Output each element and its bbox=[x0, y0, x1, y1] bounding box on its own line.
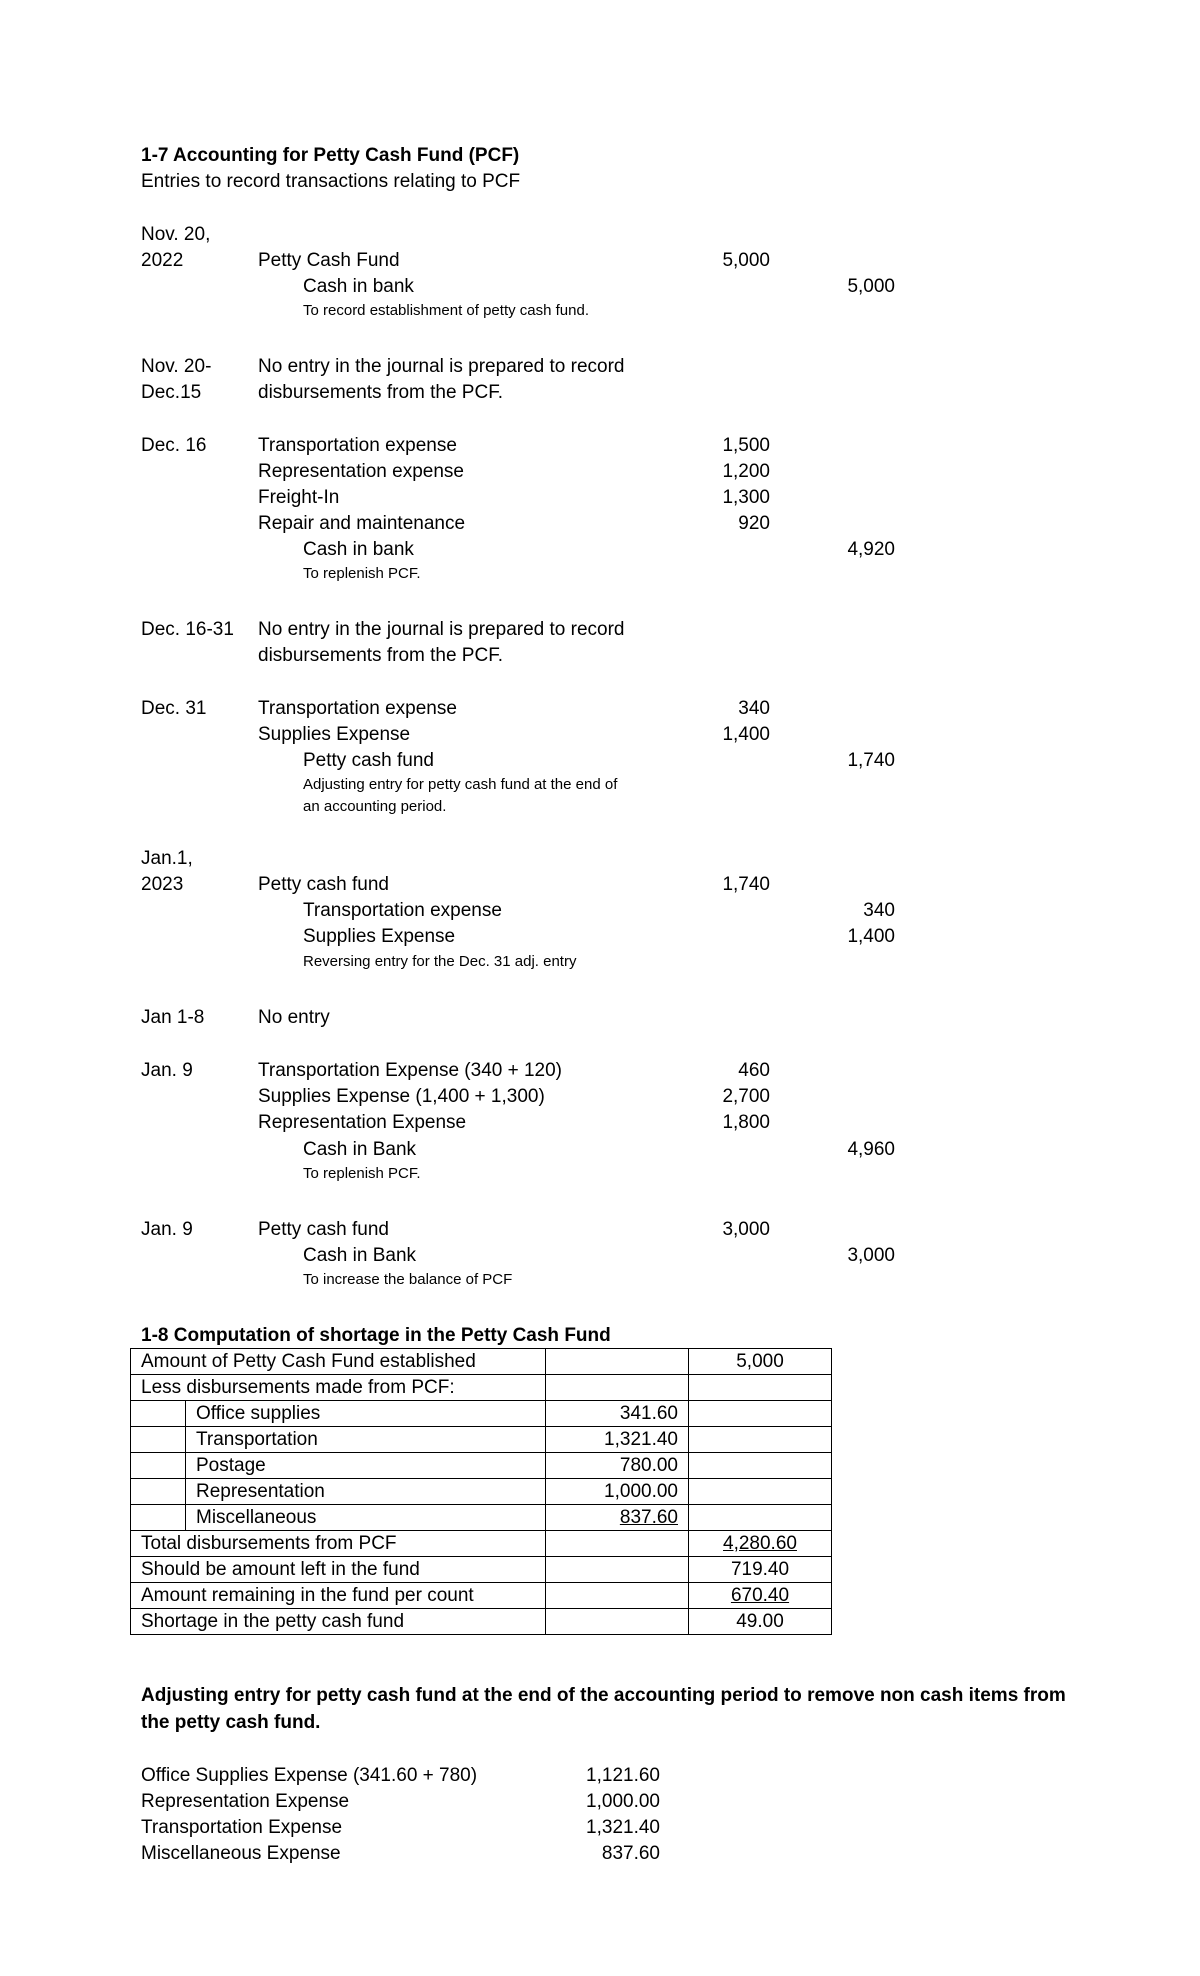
entry-date: Nov. 20, bbox=[141, 224, 211, 245]
entry-note: To replenish PCF. bbox=[303, 565, 421, 582]
item-label: Postage bbox=[186, 1453, 546, 1479]
section-heading: 1-7 Accounting for Petty Cash Fund (PCF) bbox=[141, 145, 520, 166]
total-cell bbox=[689, 1401, 832, 1427]
debit-amount: 1,400 bbox=[722, 724, 770, 745]
credit-amount: 3,000 bbox=[847, 1245, 895, 1266]
debit-amount: 5,000 bbox=[722, 250, 770, 271]
underlined-amount: 837.60 bbox=[619, 1506, 678, 1528]
entry-date: Jan. 9 bbox=[141, 1219, 193, 1240]
amount-cell: 1,000.00 bbox=[546, 1479, 689, 1505]
indent-cell bbox=[131, 1401, 186, 1427]
debit-amount: 3,000 bbox=[722, 1219, 770, 1240]
amount-cell bbox=[546, 1375, 689, 1401]
table-row bbox=[131, 1557, 832, 1583]
row-label: Amount of Petty Cash Fund established bbox=[131, 1349, 546, 1375]
total-cell bbox=[689, 1453, 832, 1479]
shortage-table bbox=[130, 1348, 832, 1635]
entry-date: 2022 bbox=[141, 250, 184, 271]
debit-amount: 920 bbox=[738, 513, 770, 534]
entry-date: 2023 bbox=[141, 874, 184, 895]
adjusting-amount: 837.60 bbox=[601, 1843, 660, 1864]
table-row bbox=[131, 1583, 832, 1609]
item-label: Office supplies bbox=[186, 1401, 546, 1427]
total-cell bbox=[689, 1479, 832, 1505]
adjusting-amount: 1,000.00 bbox=[586, 1791, 660, 1812]
section-heading: Adjusting entry for petty cash fund at the end of the accounting period to remove non cash items from bbox=[141, 1685, 1066, 1706]
credit-account: Supplies Expense bbox=[303, 926, 456, 947]
row-label: Total disbursements from PCF bbox=[131, 1531, 546, 1557]
credit-account: Cash in bank bbox=[303, 539, 414, 560]
entry-text: No entry in the journal is prepared to record bbox=[258, 619, 625, 640]
section-heading: the petty cash fund. bbox=[141, 1712, 321, 1733]
debit-amount: 1,800 bbox=[722, 1112, 770, 1133]
debit-account: Transportation Expense (340 + 120) bbox=[258, 1060, 563, 1081]
adjusting-amount: 1,121.60 bbox=[586, 1765, 660, 1786]
debit-amount: 460 bbox=[738, 1060, 770, 1081]
row-label: Shortage in the petty cash fund bbox=[131, 1609, 546, 1635]
entry-date: Dec. 16-31 bbox=[141, 619, 234, 640]
credit-amount: 4,960 bbox=[847, 1139, 895, 1160]
entry-date: Jan. 9 bbox=[141, 1060, 193, 1081]
total-cell bbox=[689, 1583, 832, 1609]
table-row bbox=[131, 1349, 832, 1375]
credit-account: Cash in bank bbox=[303, 276, 414, 297]
item-label: Representation bbox=[186, 1479, 546, 1505]
entry-date: Dec. 16 bbox=[141, 435, 207, 456]
amount-cell bbox=[546, 1557, 689, 1583]
total-cell bbox=[689, 1427, 832, 1453]
debit-account: Freight-In bbox=[258, 487, 340, 508]
indent-cell bbox=[131, 1427, 186, 1453]
amount-cell bbox=[546, 1531, 689, 1557]
adjusting-account: Transportation Expense bbox=[141, 1817, 343, 1838]
debit-amount: 1,740 bbox=[722, 874, 770, 895]
amount-cell bbox=[546, 1349, 689, 1375]
debit-account: Petty cash fund bbox=[258, 1219, 389, 1240]
debit-account: Repair and maintenance bbox=[258, 513, 466, 534]
adjusting-account: Representation Expense bbox=[141, 1791, 350, 1812]
debit-amount: 1,300 bbox=[722, 487, 770, 508]
entry-date: Dec.15 bbox=[141, 382, 202, 403]
underlined-total: 4,280.60 bbox=[723, 1532, 797, 1554]
entry-date: Dec. 31 bbox=[141, 698, 207, 719]
total-cell bbox=[689, 1505, 832, 1531]
entry-text: disbursements from the PCF. bbox=[258, 645, 503, 666]
row-label: Less disbursements made from PCF: bbox=[131, 1375, 546, 1401]
credit-account: Transportation expense bbox=[303, 900, 502, 921]
table-row bbox=[131, 1505, 832, 1531]
amount-cell bbox=[546, 1583, 689, 1609]
debit-account: Supplies Expense (1,400 + 1,300) bbox=[258, 1086, 545, 1107]
table-row bbox=[131, 1479, 832, 1505]
credit-account: Petty cash fund bbox=[303, 750, 434, 771]
debit-account: Transportation expense bbox=[258, 698, 457, 719]
entry-date: Nov. 20- bbox=[141, 356, 212, 377]
debit-account: Transportation expense bbox=[258, 435, 457, 456]
amount-cell bbox=[546, 1609, 689, 1635]
total-cell: 719.40 bbox=[689, 1557, 832, 1583]
credit-account: Cash in Bank bbox=[303, 1245, 417, 1266]
table-row bbox=[131, 1531, 832, 1557]
underlined-total: 670.40 bbox=[730, 1584, 790, 1606]
total-cell: 5,000 bbox=[689, 1349, 832, 1375]
adjusting-amount: 1,321.40 bbox=[586, 1817, 660, 1838]
entry-text: disbursements from the PCF. bbox=[258, 382, 503, 403]
total-cell bbox=[689, 1531, 832, 1557]
table-row bbox=[131, 1453, 832, 1479]
table-row bbox=[131, 1375, 832, 1401]
indent-cell bbox=[131, 1505, 186, 1531]
credit-amount: 340 bbox=[863, 900, 895, 921]
entry-date: Jan 1-8 bbox=[141, 1007, 205, 1028]
indent-cell bbox=[131, 1453, 186, 1479]
amount-cell: 1,321.40 bbox=[546, 1427, 689, 1453]
item-label: Transportation bbox=[186, 1427, 546, 1453]
debit-account: Petty cash fund bbox=[258, 874, 389, 895]
section-heading: 1-8 Computation of shortage in the Petty Cash Fund bbox=[141, 1325, 611, 1346]
entry-text: No entry bbox=[258, 1007, 330, 1028]
entry-note: Reversing entry for the Dec. 31 adj. entry bbox=[303, 953, 577, 970]
debit-account: Representation expense bbox=[258, 461, 464, 482]
total-cell bbox=[689, 1375, 832, 1401]
entry-note: Adjusting entry for petty cash fund at the end of bbox=[303, 776, 618, 793]
table-row bbox=[131, 1609, 832, 1635]
debit-amount: 2,700 bbox=[722, 1086, 770, 1107]
credit-amount: 1,740 bbox=[847, 750, 895, 771]
total-cell: 49.00 bbox=[689, 1609, 832, 1635]
credit-amount: 4,920 bbox=[847, 539, 895, 560]
row-label: Should be amount left in the fund bbox=[131, 1557, 546, 1583]
item-label: Miscellaneous bbox=[186, 1505, 546, 1531]
debit-account: Supplies Expense bbox=[258, 724, 411, 745]
entry-note: an accounting period. bbox=[303, 798, 447, 815]
table-row bbox=[131, 1427, 832, 1453]
amount-cell: 780.00 bbox=[546, 1453, 689, 1479]
adjusting-account: Office Supplies Expense (341.60 + 780) bbox=[141, 1765, 478, 1786]
amount-cell: 341.60 bbox=[546, 1401, 689, 1427]
entry-note: To increase the balance of PCF bbox=[303, 1271, 513, 1288]
debit-account: Representation Expense bbox=[258, 1112, 467, 1133]
entry-note: To record establishment of petty cash fund. bbox=[303, 302, 589, 319]
entry-date: Jan.1, bbox=[141, 848, 193, 869]
debit-amount: 1,500 bbox=[722, 435, 770, 456]
adjusting-account: Miscellaneous Expense bbox=[141, 1843, 341, 1864]
row-label: Amount remaining in the fund per count bbox=[131, 1583, 546, 1609]
debit-amount: 340 bbox=[738, 698, 770, 719]
credit-amount: 5,000 bbox=[847, 276, 895, 297]
section-subheading: Entries to record transactions relating to PCF bbox=[141, 171, 521, 192]
entry-text: No entry in the journal is prepared to record bbox=[258, 356, 625, 377]
table-row bbox=[131, 1401, 832, 1427]
credit-account: Cash in Bank bbox=[303, 1139, 417, 1160]
amount-cell bbox=[546, 1505, 689, 1531]
indent-cell bbox=[131, 1479, 186, 1505]
entry-note: To replenish PCF. bbox=[303, 1165, 421, 1182]
debit-amount: 1,200 bbox=[722, 461, 770, 482]
credit-amount: 1,400 bbox=[847, 926, 895, 947]
debit-account: Petty Cash Fund bbox=[258, 250, 400, 271]
